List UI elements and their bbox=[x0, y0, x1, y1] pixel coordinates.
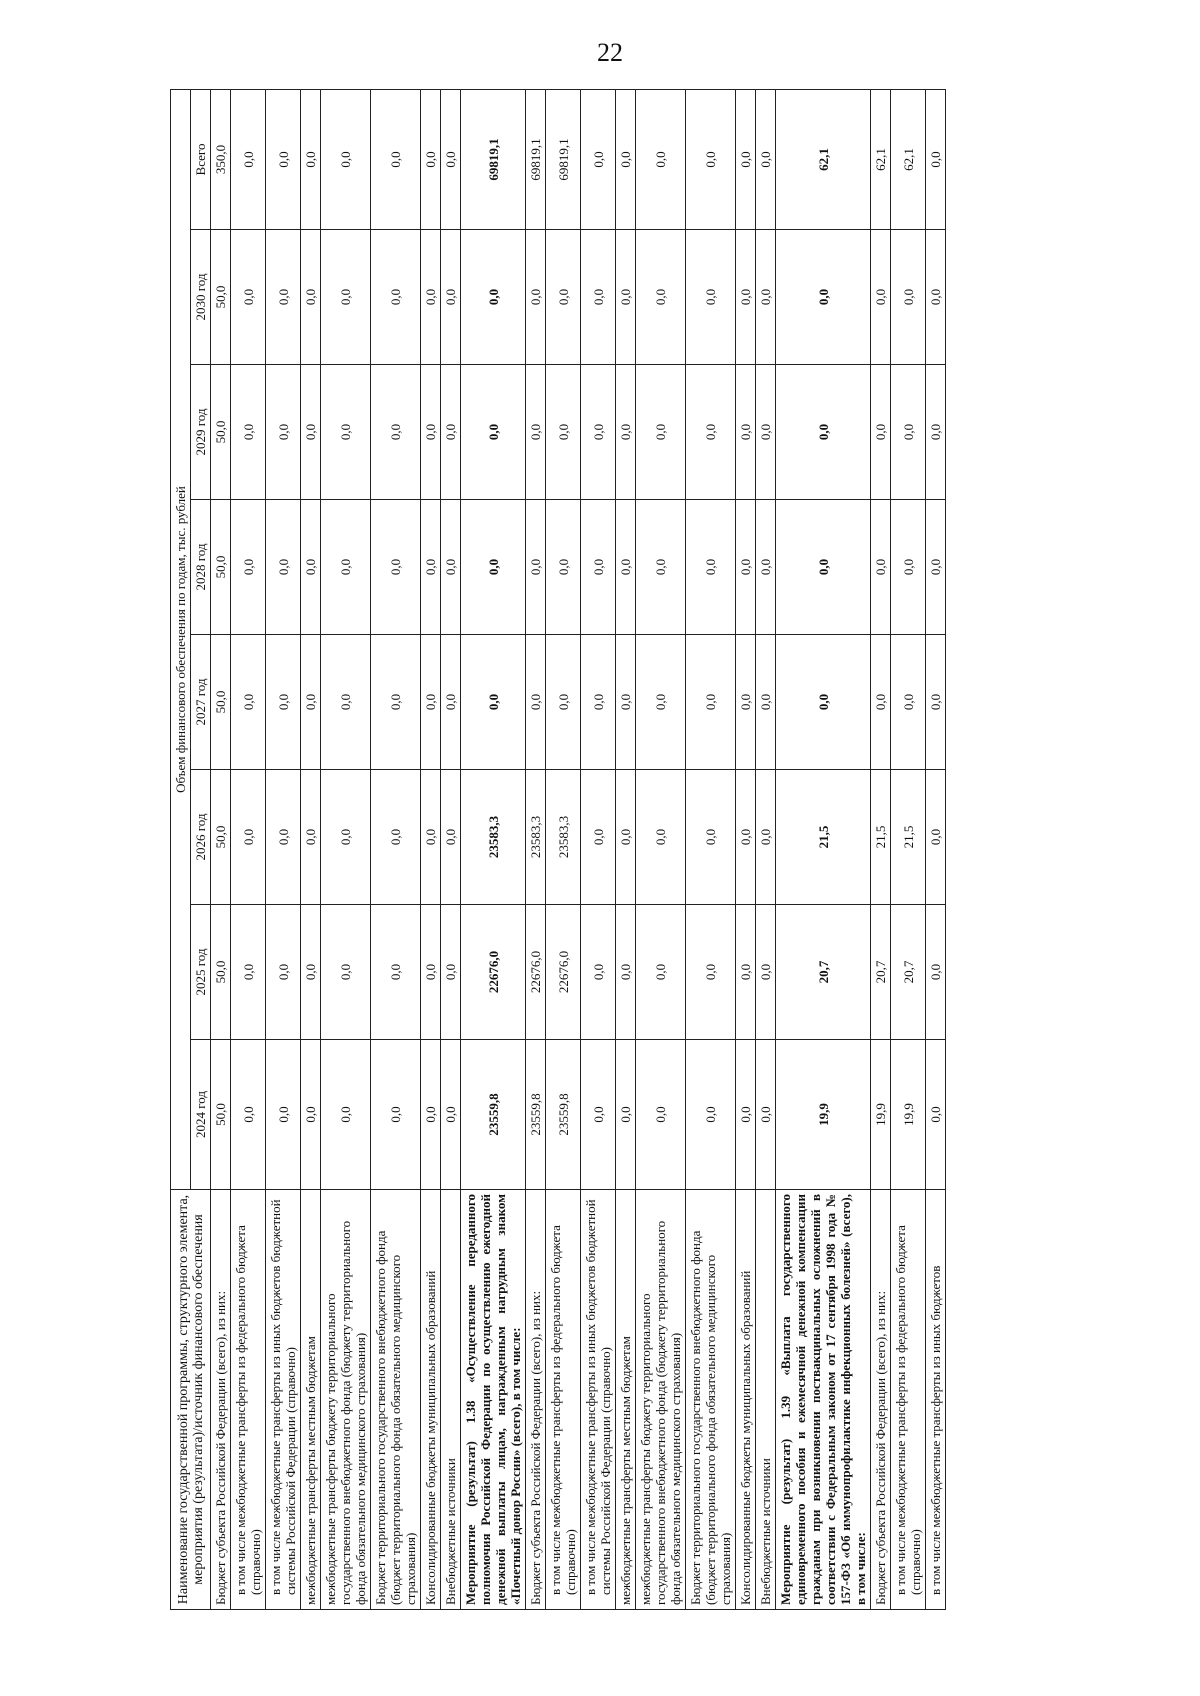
value-cell: 0,0 bbox=[636, 905, 686, 1040]
row-label: в том числе межбюджетные трансферты из иных бюджетов бюджетной системы Российской Федерации (справочно) bbox=[581, 1190, 616, 1610]
value-cell: 0,0 bbox=[266, 365, 301, 500]
value-cell: 22676,0 bbox=[526, 905, 546, 1040]
table-row bbox=[581, 89, 616, 1609]
value-cell: 0,0 bbox=[371, 500, 421, 635]
table-row bbox=[616, 89, 636, 1609]
value-cell: 0,0 bbox=[736, 365, 756, 500]
year-header: 2025 год bbox=[191, 905, 211, 1040]
value-cell: 0,0 bbox=[581, 1040, 616, 1190]
page-number: 22 bbox=[597, 38, 623, 67]
total-cell: 0,0 bbox=[266, 89, 301, 229]
value-cell: 0,0 bbox=[371, 905, 421, 1040]
table-row bbox=[636, 89, 686, 1609]
value-cell: 0,0 bbox=[926, 365, 946, 500]
year-header: 2027 год bbox=[191, 635, 211, 770]
value-cell: 20,7 bbox=[871, 905, 891, 1040]
table-row bbox=[421, 89, 441, 1609]
table-row bbox=[546, 89, 581, 1609]
row-label: в том числе межбюджетные трансферты из иных бюджетов бюджетной системы Российской Федерации (справочно) bbox=[266, 1190, 301, 1610]
value-cell: 0,0 bbox=[636, 500, 686, 635]
value-cell: 0,0 bbox=[926, 1040, 946, 1190]
value-cell: 0,0 bbox=[891, 230, 926, 365]
group-header: Объем финансового обеспечения по годам, тыс. рублей bbox=[171, 89, 191, 1189]
value-cell: 0,0 bbox=[461, 635, 526, 770]
value-cell: 0,0 bbox=[421, 230, 441, 365]
table-row bbox=[736, 89, 756, 1609]
table-row bbox=[266, 89, 301, 1609]
value-cell: 50,0 bbox=[211, 770, 231, 905]
value-cell: 0,0 bbox=[461, 230, 526, 365]
total-cell: 0,0 bbox=[736, 89, 756, 229]
value-cell: 0,0 bbox=[301, 500, 321, 635]
total-cell: 350,0 bbox=[211, 89, 231, 229]
value-cell: 0,0 bbox=[231, 635, 266, 770]
table-row bbox=[321, 89, 371, 1609]
value-cell: 22676,0 bbox=[546, 905, 581, 1040]
financing-table bbox=[170, 89, 946, 1610]
value-cell: 0,0 bbox=[616, 230, 636, 365]
value-cell: 0,0 bbox=[756, 635, 776, 770]
value-cell: 0,0 bbox=[421, 1040, 441, 1190]
value-cell: 0,0 bbox=[616, 635, 636, 770]
value-cell: 50,0 bbox=[211, 635, 231, 770]
table-row bbox=[756, 89, 776, 1609]
value-cell: 0,0 bbox=[736, 1040, 756, 1190]
value-cell: 0,0 bbox=[891, 500, 926, 635]
year-header: 2029 год bbox=[191, 365, 211, 500]
row-label: Бюджет территориального государственного внебюджетного фонда (бюджет территориального фонда обязательного медицинского страхования) bbox=[686, 1190, 736, 1610]
value-cell: 0,0 bbox=[231, 770, 266, 905]
value-cell: 0,0 bbox=[321, 770, 371, 905]
value-cell: 0,0 bbox=[301, 770, 321, 905]
row-label: Мероприятие (результат) 1.38 «Осуществление переданного полномочия Российской Федерации по осуществлению ежегодной денежной выплаты лицам, награжденным нагрудным знаком «Почетный донор России» (всего), в том числе: bbox=[461, 1190, 526, 1610]
value-cell: 0,0 bbox=[461, 365, 526, 500]
row-label: Бюджет субъекта Российской Федерации (всего), из них: bbox=[526, 1190, 546, 1610]
value-cell: 0,0 bbox=[926, 770, 946, 905]
value-cell: 0,0 bbox=[546, 635, 581, 770]
value-cell: 0,0 bbox=[231, 230, 266, 365]
value-cell: 0,0 bbox=[266, 905, 301, 1040]
value-cell: 21,5 bbox=[871, 770, 891, 905]
value-cell: 23559,8 bbox=[461, 1040, 526, 1190]
total-cell: 0,0 bbox=[636, 89, 686, 229]
value-cell: 0,0 bbox=[371, 1040, 421, 1190]
value-cell: 0,0 bbox=[926, 905, 946, 1040]
total-cell: 0,0 bbox=[616, 89, 636, 229]
total-cell: 69819,1 bbox=[526, 89, 546, 229]
value-cell: 0,0 bbox=[371, 230, 421, 365]
total-cell: 62,1 bbox=[871, 89, 891, 229]
value-cell: 23583,3 bbox=[461, 770, 526, 905]
value-cell: 0,0 bbox=[756, 230, 776, 365]
total-cell: 0,0 bbox=[301, 89, 321, 229]
name-column-header: Наименование государственной программы, структурного элемента, мероприятия (результата)/источник финансового обеспечения bbox=[171, 1190, 211, 1610]
value-cell: 0,0 bbox=[616, 770, 636, 905]
value-cell: 0,0 bbox=[546, 230, 581, 365]
value-cell: 23583,3 bbox=[526, 770, 546, 905]
row-label: в том числе межбюджетные трансферты из федерального бюджета (справочно) bbox=[891, 1190, 926, 1610]
year-header: 2024 год bbox=[191, 1040, 211, 1190]
value-cell: 0,0 bbox=[871, 365, 891, 500]
row-label: Внебюджетные источники bbox=[756, 1190, 776, 1610]
value-cell: 0,0 bbox=[461, 500, 526, 635]
total-cell: 0,0 bbox=[756, 89, 776, 229]
table-row bbox=[211, 89, 231, 1609]
header-row-group bbox=[171, 89, 191, 1609]
table-row bbox=[891, 89, 926, 1609]
value-cell: 0,0 bbox=[231, 500, 266, 635]
total-cell: 0,0 bbox=[321, 89, 371, 229]
value-cell: 0,0 bbox=[776, 500, 871, 635]
value-cell: 0,0 bbox=[736, 500, 756, 635]
total-cell: 0,0 bbox=[441, 89, 461, 229]
value-cell: 0,0 bbox=[546, 365, 581, 500]
value-cell: 0,0 bbox=[321, 230, 371, 365]
year-header: 2030 год bbox=[191, 230, 211, 365]
table-row bbox=[526, 89, 546, 1609]
value-cell: 21,5 bbox=[776, 770, 871, 905]
value-cell: 0,0 bbox=[321, 905, 371, 1040]
value-cell: 21,5 bbox=[891, 770, 926, 905]
value-cell: 0,0 bbox=[421, 635, 441, 770]
value-cell: 0,0 bbox=[736, 635, 756, 770]
value-cell: 0,0 bbox=[686, 905, 736, 1040]
value-cell: 0,0 bbox=[776, 635, 871, 770]
total-cell: 62,1 bbox=[891, 89, 926, 229]
value-cell: 0,0 bbox=[581, 905, 616, 1040]
value-cell: 0,0 bbox=[736, 905, 756, 1040]
value-cell: 20,7 bbox=[776, 905, 871, 1040]
value-cell: 0,0 bbox=[756, 1040, 776, 1190]
total-cell: 0,0 bbox=[686, 89, 736, 229]
total-cell: 0,0 bbox=[231, 89, 266, 229]
value-cell: 0,0 bbox=[301, 365, 321, 500]
value-cell: 0,0 bbox=[686, 770, 736, 905]
table-row bbox=[231, 89, 266, 1609]
value-cell: 0,0 bbox=[301, 1040, 321, 1190]
row-label: Бюджет территориального государственного внебюджетного фонда (бюджет территориального фонда обязательного медицинского страхования) bbox=[371, 1190, 421, 1610]
year-header: 2026 год bbox=[191, 770, 211, 905]
value-cell: 23583,3 bbox=[546, 770, 581, 905]
value-cell: 0,0 bbox=[581, 770, 616, 905]
value-cell: 0,0 bbox=[581, 500, 616, 635]
row-label: Бюджет субъекта Российской Федерации (всего), из них: bbox=[871, 1190, 891, 1610]
value-cell: 0,0 bbox=[686, 365, 736, 500]
value-cell: 0,0 bbox=[636, 1040, 686, 1190]
row-label: межбюджетные трансферты бюджету территориального государственного внебюджетного фонда (бюджету территориального фонда обязательного медицинского страхования) bbox=[636, 1190, 686, 1610]
value-cell: 50,0 bbox=[211, 905, 231, 1040]
total-cell: 62,1 bbox=[776, 89, 871, 229]
value-cell: 0,0 bbox=[421, 500, 441, 635]
value-cell: 20,7 bbox=[891, 905, 926, 1040]
value-cell: 0,0 bbox=[441, 230, 461, 365]
total-cell: 0,0 bbox=[421, 89, 441, 229]
value-cell: 0,0 bbox=[231, 1040, 266, 1190]
table-row-measure bbox=[776, 89, 871, 1609]
value-cell: 0,0 bbox=[636, 365, 686, 500]
value-cell: 19,9 bbox=[776, 1040, 871, 1190]
value-cell: 0,0 bbox=[321, 500, 371, 635]
value-cell: 0,0 bbox=[421, 770, 441, 905]
total-cell: 69819,1 bbox=[461, 89, 526, 229]
value-cell: 0,0 bbox=[616, 905, 636, 1040]
value-cell: 23559,8 bbox=[546, 1040, 581, 1190]
value-cell: 0,0 bbox=[371, 635, 421, 770]
value-cell: 0,0 bbox=[581, 365, 616, 500]
value-cell: 0,0 bbox=[756, 905, 776, 1040]
value-cell: 19,9 bbox=[891, 1040, 926, 1190]
table-row bbox=[371, 89, 421, 1609]
value-cell: 0,0 bbox=[301, 905, 321, 1040]
table-row-measure bbox=[461, 89, 526, 1609]
value-cell: 0,0 bbox=[616, 365, 636, 500]
value-cell: 0,0 bbox=[686, 230, 736, 365]
value-cell: 0,0 bbox=[616, 1040, 636, 1190]
value-cell: 0,0 bbox=[441, 365, 461, 500]
value-cell: 0,0 bbox=[526, 365, 546, 500]
table-row bbox=[871, 89, 891, 1609]
value-cell: 0,0 bbox=[441, 1040, 461, 1190]
value-cell: 0,0 bbox=[266, 230, 301, 365]
value-cell: 0,0 bbox=[441, 635, 461, 770]
total-cell: 0,0 bbox=[926, 89, 946, 229]
value-cell: 0,0 bbox=[636, 230, 686, 365]
value-cell: 0,0 bbox=[926, 230, 946, 365]
value-cell: 0,0 bbox=[926, 635, 946, 770]
value-cell: 50,0 bbox=[211, 230, 231, 365]
value-cell: 0,0 bbox=[871, 230, 891, 365]
row-label: в том числе межбюджетные трансферты из иных бюджетов bbox=[926, 1190, 946, 1610]
value-cell: 0,0 bbox=[686, 635, 736, 770]
row-label: Бюджет субъекта Российской Федерации (всего), из них: bbox=[211, 1190, 231, 1610]
value-cell: 0,0 bbox=[891, 365, 926, 500]
value-cell: 0,0 bbox=[736, 230, 756, 365]
value-cell: 0,0 bbox=[371, 365, 421, 500]
value-cell: 0,0 bbox=[636, 770, 686, 905]
value-cell: 0,0 bbox=[776, 230, 871, 365]
value-cell: 0,0 bbox=[686, 1040, 736, 1190]
value-cell: 0,0 bbox=[686, 500, 736, 635]
value-cell: 0,0 bbox=[266, 1040, 301, 1190]
value-cell: 0,0 bbox=[371, 770, 421, 905]
value-cell: 0,0 bbox=[301, 635, 321, 770]
value-cell: 0,0 bbox=[321, 365, 371, 500]
value-cell: 0,0 bbox=[441, 905, 461, 1040]
value-cell: 0,0 bbox=[441, 500, 461, 635]
value-cell: 0,0 bbox=[926, 500, 946, 635]
value-cell: 0,0 bbox=[891, 635, 926, 770]
value-cell: 0,0 bbox=[756, 770, 776, 905]
value-cell: 0,0 bbox=[266, 770, 301, 905]
value-cell: 0,0 bbox=[231, 905, 266, 1040]
value-cell: 0,0 bbox=[871, 500, 891, 635]
row-label: межбюджетные трансферты бюджету территориального государственного внебюджетного фонда (бюджету территориального фонда обязательного медицинского страхования) bbox=[321, 1190, 371, 1610]
value-cell: 0,0 bbox=[776, 365, 871, 500]
value-cell: 0,0 bbox=[616, 500, 636, 635]
value-cell: 0,0 bbox=[736, 770, 756, 905]
value-cell: 50,0 bbox=[211, 365, 231, 500]
table-row bbox=[686, 89, 736, 1609]
table-row bbox=[441, 89, 461, 1609]
table-row bbox=[301, 89, 321, 1609]
year-header: 2028 год bbox=[191, 500, 211, 635]
value-cell: 0,0 bbox=[526, 500, 546, 635]
value-cell: 0,0 bbox=[301, 230, 321, 365]
value-cell: 0,0 bbox=[526, 230, 546, 365]
row-label: в том числе межбюджетные трансферты из федерального бюджета (справочно) bbox=[231, 1190, 266, 1610]
value-cell: 0,0 bbox=[231, 365, 266, 500]
row-label: межбюджетные трансферты местным бюджетам bbox=[301, 1190, 321, 1610]
value-cell: 0,0 bbox=[581, 635, 616, 770]
value-cell: 0,0 bbox=[321, 1040, 371, 1190]
value-cell: 0,0 bbox=[636, 635, 686, 770]
table-row bbox=[926, 89, 946, 1609]
value-cell: 0,0 bbox=[546, 500, 581, 635]
total-cell: 0,0 bbox=[371, 89, 421, 229]
value-cell: 0,0 bbox=[756, 500, 776, 635]
value-cell: 50,0 bbox=[211, 500, 231, 635]
value-cell: 50,0 bbox=[211, 1040, 231, 1190]
value-cell: 0,0 bbox=[581, 230, 616, 365]
value-cell: 0,0 bbox=[526, 635, 546, 770]
row-label: Консолидированные бюджеты муниципальных образований bbox=[421, 1190, 441, 1610]
value-cell: 23559,8 bbox=[526, 1040, 546, 1190]
value-cell: 0,0 bbox=[756, 365, 776, 500]
row-label: межбюджетные трансферты местным бюджетам bbox=[616, 1190, 636, 1610]
value-cell: 0,0 bbox=[266, 500, 301, 635]
row-label: в том числе межбюджетные трансферты из федерального бюджета (справочно) bbox=[546, 1190, 581, 1610]
total-header: Всего bbox=[191, 89, 211, 229]
value-cell: 0,0 bbox=[871, 635, 891, 770]
total-cell: 69819,1 bbox=[546, 89, 581, 229]
rotated-table-container bbox=[170, 90, 1130, 1610]
total-cell: 0,0 bbox=[581, 89, 616, 229]
value-cell: 0,0 bbox=[421, 365, 441, 500]
value-cell: 0,0 bbox=[421, 905, 441, 1040]
table-body bbox=[211, 89, 946, 1609]
value-cell: 0,0 bbox=[266, 635, 301, 770]
row-label: Внебюджетные источники bbox=[441, 1190, 461, 1610]
row-label: Консолидированные бюджеты муниципальных образований bbox=[736, 1190, 756, 1610]
value-cell: 0,0 bbox=[441, 770, 461, 905]
value-cell: 0,0 bbox=[321, 635, 371, 770]
value-cell: 19,9 bbox=[871, 1040, 891, 1190]
value-cell: 22676,0 bbox=[461, 905, 526, 1040]
row-label: Мероприятие (результат) 1.39 «Выплата государственного единовременного пособия и ежемесячной денежной компенсации гражданам при возникновении поствакцинальных осложнений в соответствии с Федеральным законом от 17 сентября 1998 года № 157-ФЗ «Об иммунопрофилактике инфекционных болезней» (всего), в том числе: bbox=[776, 1190, 871, 1610]
